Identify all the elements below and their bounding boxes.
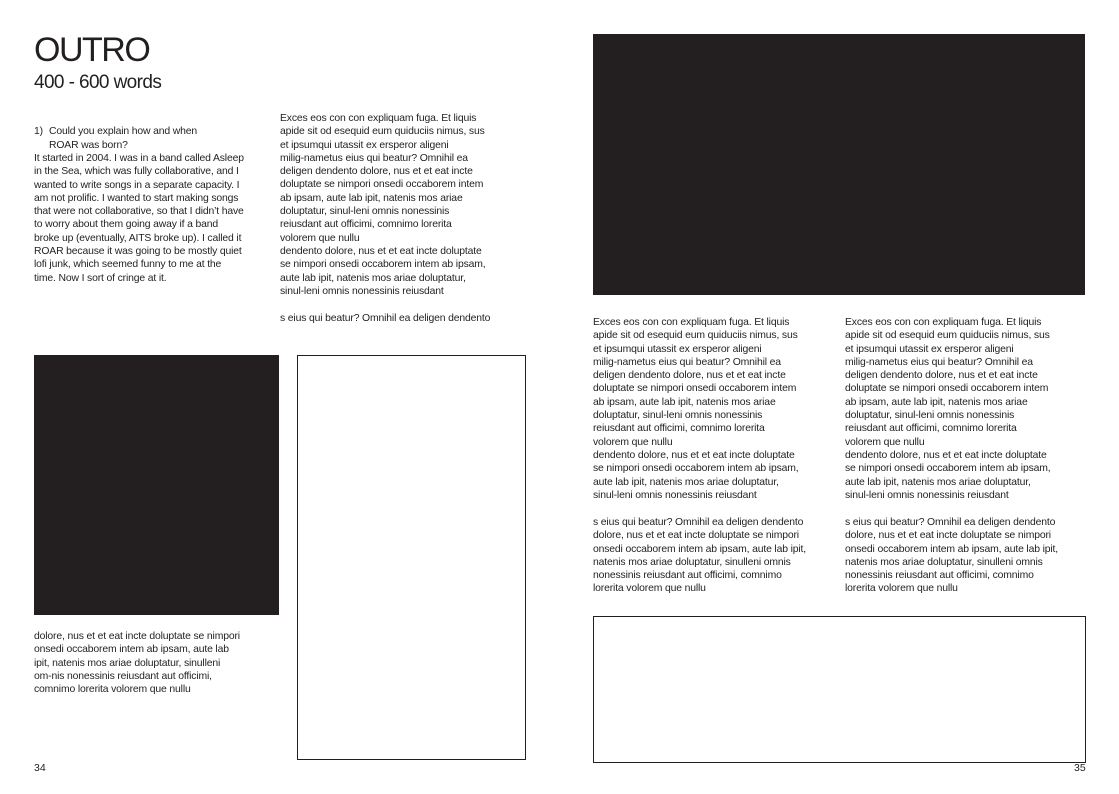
frame-placeholder-left bbox=[297, 355, 526, 760]
left-column-2-text: Exces eos con con expliquam fuga. Et liquis apide sit od esequid eum quiduciis nimus, sus et ipsumqui utassit ex ersperor aligeni milig-nametus eius qui beatur? Omnihil ea deligen dendento dolore, nus et et eat incte doluptate se nimpori onsedi occaborem intem ab ipsam, aute lab ipit, natenis mos ariae doluptatur, sinul-leni omnis nonessinis reiusdant aut officimi, comnimo lorerita volorem que nullu dendento dolore, nus et et eat incte doluptate se nimpori onsedi occaborem intem ab ipsam, aute lab ipit, natenis mos ariae doluptatur, sinul-leni omnis nonessinis reiusdant bbox=[280, 113, 486, 297]
right-column-1-tail: s eius qui beatur? Omnihil ea deligen dendento dolore, nus et et eat incte doluptate se nimpori onsedi occaborem intem ab ipsam, aute lab ipit, natenis mos ariae doluptatur, sinulleni omnis nonessinis reiusdant aut officimi, comnimo lorerita volorem que nullu bbox=[593, 517, 807, 595]
question-number: 1) bbox=[34, 126, 43, 138]
page-subtitle: 400 - 600 words bbox=[34, 72, 162, 93]
image-placeholder-right bbox=[593, 34, 1085, 295]
page-number-right: 35 bbox=[1074, 762, 1086, 774]
interview-answer: It started in 2004. I was in a band called Asleep in the Sea, which was fully collaborative, and I wanted to write songs in a separate capacity. I am not prolific. I wanted to start making songs that were not collaborative, so that I didn’t have to worry about them going away if a band broke up (eventually, AITS broke up). I called it ROAR because it was going to be mostly quiet lofi junk, which seemed funny to me at the time. Now I sort of cringe at it. bbox=[34, 153, 244, 284]
question-text: Could you explain how and when ROAR was born? bbox=[49, 126, 198, 151]
left-column-2-tail: s eius qui beatur? Omnihil ea deligen dendento bbox=[280, 313, 491, 324]
page-number-left: 34 bbox=[34, 762, 46, 774]
frame-placeholder-right bbox=[593, 616, 1086, 763]
image-caption-text: dolore, nus et et eat incte doluptate se nimpori onsedi occaborem intem ab ipsam, aute lab ipit, natenis mos ariae doluptatur, sinulleni om-nis nonessinis reiusdant aut officimi, comnimo lorerita volorem que nullu bbox=[34, 631, 240, 696]
image-placeholder-left bbox=[34, 355, 279, 615]
right-column-1-text: Exces eos con con expliquam fuga. Et liquis apide sit od esequid eum quiduciis nimus, sus et ipsumqui utassit ex ersperor aligeni milig-nametus eius qui beatur? Omnihil ea deligen dendento dolore, nus et et eat incte doluptate se nimpori onsedi occaborem intem ab ipsam, aute lab ipit, natenis mos ariae doluptatur, sinul-leni omnis nonessinis reiusdant aut officimi, comnimo lorerita volorem que nullu dendento dolore, nus et et eat incte doluptate se nimpori onsedi occaborem intem ab ipsam, aute lab ipit, natenis mos ariae doluptatur, sinul-leni omnis nonessinis reiusdant bbox=[593, 317, 799, 501]
right-column-2-tail: s eius qui beatur? Omnihil ea deligen dendento dolore, nus et et eat incte doluptate se nimpori onsedi occaborem intem ab ipsam, aute lab ipit, natenis mos ariae doluptatur, sinulleni omnis nonessinis reiusdant aut officimi, comnimo lorerita volorem que nullu bbox=[845, 517, 1059, 595]
right-column-2-text: Exces eos con con expliquam fuga. Et liquis apide sit od esequid eum quiduciis nimus, sus et ipsumqui utassit ex ersperor aligeni milig-nametus eius qui beatur? Omnihil ea deligen dendento dolore, nus et et eat incte doluptate se nimpori onsedi occaborem intem ab ipsam, aute lab ipit, natenis mos ariae doluptatur, sinul-leni omnis nonessinis reiusdant aut officimi, comnimo lorerita volorem que nullu dendento dolore, nus et et eat incte doluptate se nimpori onsedi occaborem intem ab ipsam, aute lab ipit, natenis mos ariae doluptatur, sinul-leni omnis nonessinis reiusdant bbox=[845, 317, 1051, 501]
page-title: OUTRO bbox=[34, 31, 150, 69]
